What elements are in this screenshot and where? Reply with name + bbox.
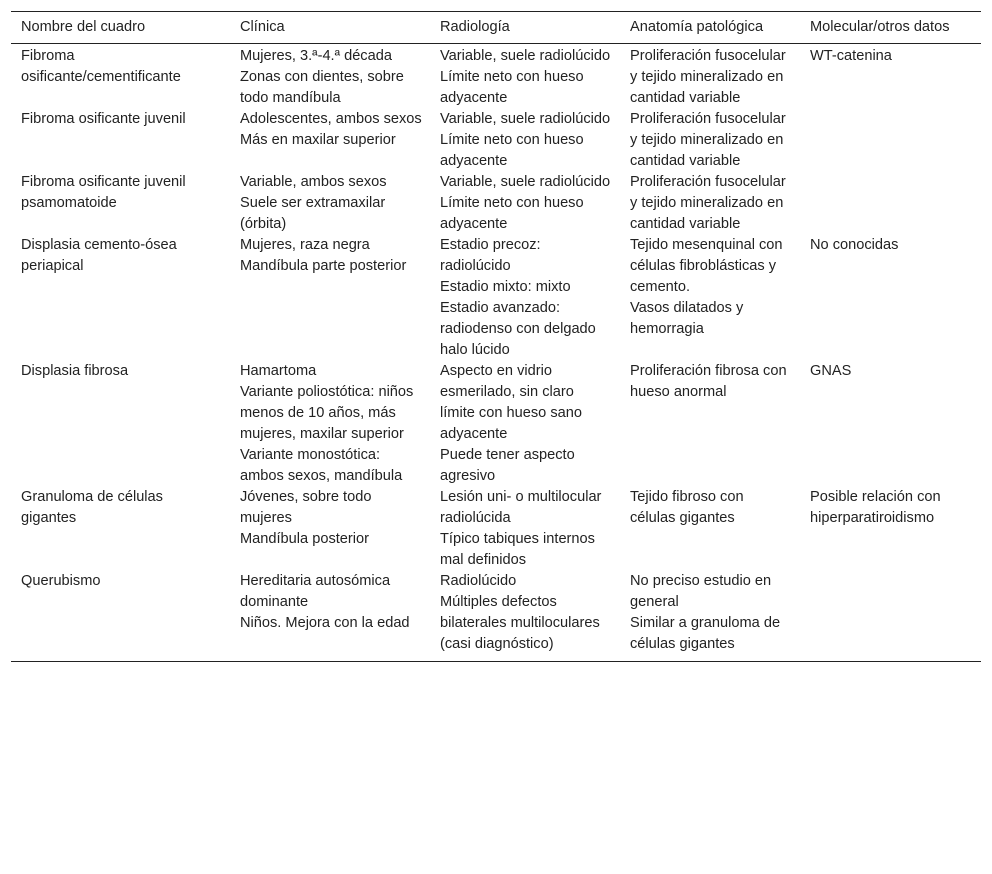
cell-radiologia bbox=[430, 361, 620, 487]
cell-radiologia bbox=[430, 487, 620, 571]
clinica-text: Adolescentes, ambos sexos bbox=[240, 111, 422, 127]
table-header bbox=[11, 12, 981, 44]
cell-anatomia bbox=[620, 361, 800, 487]
cell-nombre bbox=[11, 487, 230, 571]
nombre-text: Granuloma de células gigantes bbox=[21, 489, 163, 526]
molecular-text: GNAS bbox=[810, 363, 852, 379]
cell-molecular bbox=[800, 235, 981, 361]
cell-clinica bbox=[230, 172, 430, 235]
table-row bbox=[11, 361, 981, 487]
table-row bbox=[11, 487, 981, 571]
radiologia-text: Variable, suele radiolúcido bbox=[440, 111, 611, 127]
clinica-text: Hamartoma bbox=[240, 363, 317, 379]
anatomia-text: Proliferación fusocelular y tejido mineralizado en cantidad variable bbox=[630, 111, 786, 169]
comparison-table-container bbox=[11, 11, 981, 662]
header-clinica: Clínica bbox=[240, 19, 285, 35]
nombre-text: Displasia fibrosa bbox=[21, 363, 129, 379]
radiologia-text: Aspecto en vidrio esmerilado, sin claro límite con hueso sano adyacente bbox=[440, 363, 582, 442]
cell-anatomia bbox=[620, 172, 800, 235]
radiologia-text: Estadio precoz: radiolúcido bbox=[440, 237, 541, 274]
clinica-text: Mandíbula posterior bbox=[240, 531, 369, 547]
cell-clinica bbox=[230, 361, 430, 487]
cell-molecular bbox=[800, 44, 981, 110]
cell-anatomia bbox=[620, 109, 800, 172]
radiologia-text: Típico tabiques internos mal definidos bbox=[440, 531, 595, 568]
cell-clinica bbox=[230, 44, 430, 110]
radiologia-text: Límite neto con hueso adyacente bbox=[440, 132, 584, 169]
cell-radiologia bbox=[430, 172, 620, 235]
table-body bbox=[11, 44, 981, 662]
table-row bbox=[11, 571, 981, 662]
radiologia-text: Límite neto con hueso adyacente bbox=[440, 69, 584, 106]
anatomia-text: Proliferación fibrosa con hueso anormal bbox=[630, 363, 787, 400]
header-molecular: Molecular/otros datos bbox=[810, 19, 950, 35]
nombre-text: Fibroma osificante juvenil psamomatoide bbox=[21, 174, 186, 211]
cell-nombre bbox=[11, 361, 230, 487]
header-anatomia: Anatomía patológica bbox=[630, 19, 764, 35]
cell-molecular bbox=[800, 172, 981, 235]
cell-molecular bbox=[800, 361, 981, 487]
table-row bbox=[11, 172, 981, 235]
anatomia-text: Proliferación fusocelular y tejido mineralizado en cantidad variable bbox=[630, 48, 786, 106]
header-radiologia: Radiología bbox=[440, 19, 510, 35]
anatomia-text: Similar a granuloma de células gigantes bbox=[630, 615, 781, 652]
nombre-text: Querubismo bbox=[21, 573, 101, 589]
table-row bbox=[11, 44, 981, 110]
table-row bbox=[11, 235, 981, 361]
cell-molecular bbox=[800, 571, 981, 662]
cell-nombre bbox=[11, 172, 230, 235]
cell-clinica bbox=[230, 109, 430, 172]
cell-radiologia bbox=[430, 571, 620, 662]
comparison-table bbox=[11, 11, 981, 662]
radiologia-text: Radiolúcido bbox=[440, 573, 517, 589]
cell-nombre bbox=[11, 109, 230, 172]
clinica-text: Variable, ambos sexos bbox=[240, 174, 387, 190]
molecular-text: No conocidas bbox=[810, 237, 899, 253]
radiologia-text: Variable, suele radiolúcido bbox=[440, 48, 611, 64]
radiologia-text: Múltiples defectos bilaterales multiloculares (casi diagnóstico) bbox=[440, 594, 600, 652]
cell-nombre bbox=[11, 44, 230, 110]
radiologia-text: Estadio mixto: mixto bbox=[440, 279, 571, 295]
cell-clinica bbox=[230, 235, 430, 361]
clinica-text: Variante poliostótica: niños menos de 10 años, más mujeres, maxilar superior bbox=[240, 384, 414, 442]
header-nombre: Nombre del cuadro bbox=[21, 19, 146, 35]
cell-radiologia bbox=[430, 44, 620, 110]
cell-nombre bbox=[11, 571, 230, 662]
clinica-text: Niños. Mejora con la edad bbox=[240, 615, 410, 631]
table-row bbox=[11, 109, 981, 172]
nombre-text: Fibroma osificante/cementificante bbox=[21, 48, 181, 85]
cell-anatomia bbox=[620, 235, 800, 361]
cell-nombre bbox=[11, 235, 230, 361]
molecular-text: WT-catenina bbox=[810, 48, 892, 64]
nombre-text: Displasia cemento-ósea periapical bbox=[21, 237, 177, 274]
clinica-text: Mujeres, raza negra bbox=[240, 237, 370, 253]
clinica-text: Variante monostótica: ambos sexos, mandíbula bbox=[240, 447, 403, 484]
clinica-text: Mujeres, 3.ª-4.ª década bbox=[240, 48, 392, 64]
molecular-text: Posible relación con hiperparatiroidismo bbox=[810, 489, 941, 526]
anatomia-text: Tejido fibroso con células gigantes bbox=[630, 489, 744, 526]
anatomia-text: Vasos dilatados y hemorragia bbox=[630, 300, 744, 337]
clinica-text: Más en maxilar superior bbox=[240, 132, 396, 148]
cell-clinica bbox=[230, 487, 430, 571]
radiologia-text: Lesión uni- o multilocular radiolúcida bbox=[440, 489, 602, 526]
nombre-text: Fibroma osificante juvenil bbox=[21, 111, 186, 127]
cell-molecular bbox=[800, 487, 981, 571]
cell-radiologia bbox=[430, 109, 620, 172]
cell-anatomia bbox=[620, 44, 800, 110]
cell-molecular bbox=[800, 109, 981, 172]
anatomia-text: Tejido mesenquinal con células fibroblásticas y cemento. bbox=[630, 237, 783, 295]
radiologia-text: Límite neto con hueso adyacente bbox=[440, 195, 584, 232]
clinica-text: Jóvenes, sobre todo mujeres bbox=[240, 489, 372, 526]
cell-radiologia bbox=[430, 235, 620, 361]
cell-anatomia bbox=[620, 487, 800, 571]
radiologia-text: Variable, suele radiolúcido bbox=[440, 174, 611, 190]
clinica-text: Zonas con dientes, sobre todo mandíbula bbox=[240, 69, 404, 106]
cell-clinica bbox=[230, 571, 430, 662]
header-row bbox=[11, 12, 981, 44]
cell-anatomia bbox=[620, 571, 800, 662]
anatomia-text: No preciso estudio en general bbox=[630, 573, 772, 610]
clinica-text: Mandíbula parte posterior bbox=[240, 258, 407, 274]
clinica-text: Suele ser extramaxilar (órbita) bbox=[240, 195, 386, 232]
anatomia-text: Proliferación fusocelular y tejido mineralizado en cantidad variable bbox=[630, 174, 786, 232]
radiologia-text: Puede tener aspecto agresivo bbox=[440, 447, 575, 484]
clinica-text: Hereditaria autosómica dominante bbox=[240, 573, 391, 610]
radiologia-text: Estadio avanzado: radiodenso con delgado halo lúcido bbox=[440, 300, 596, 358]
